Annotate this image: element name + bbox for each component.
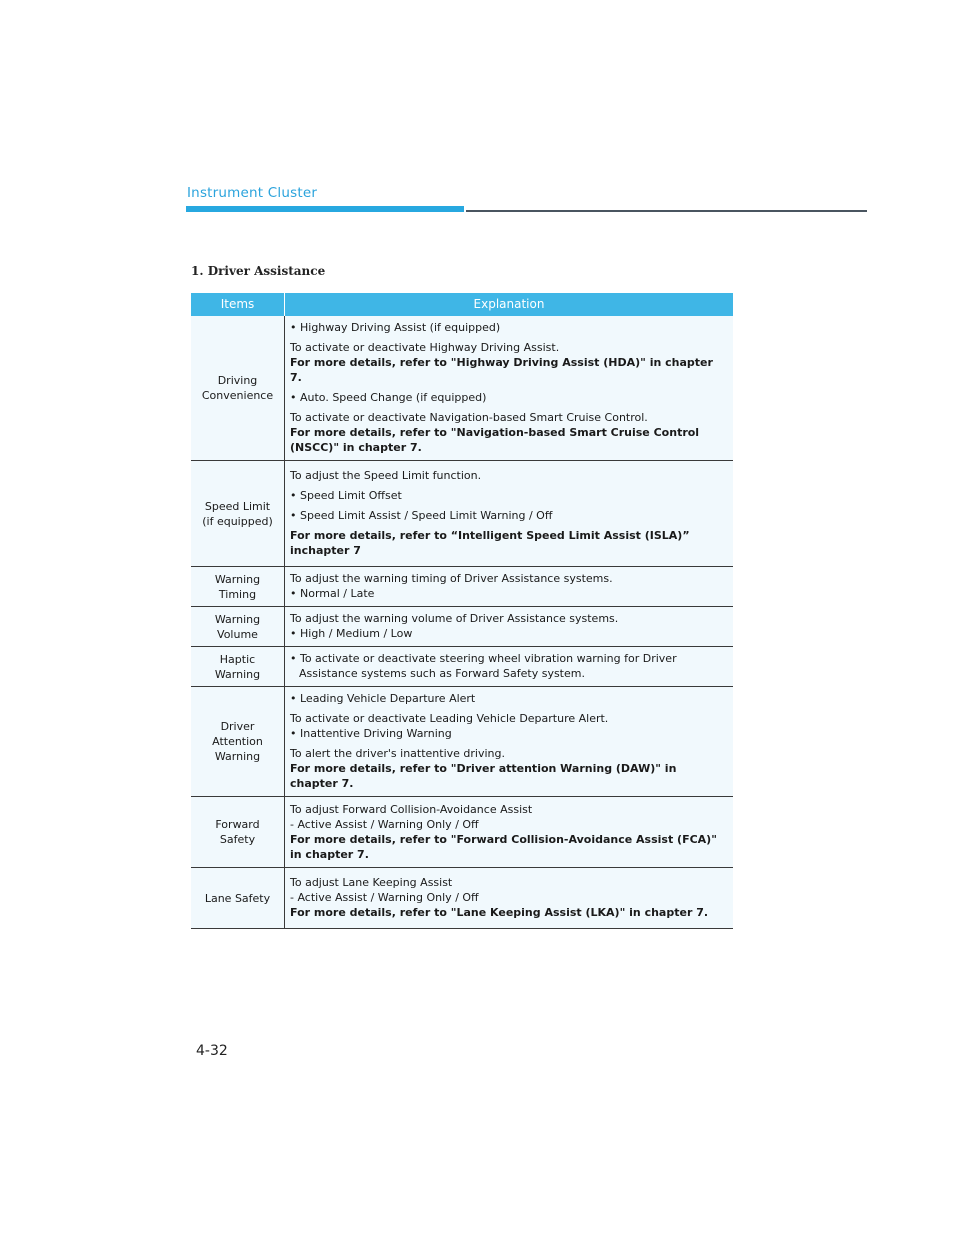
item-label-line: (if equipped) [202, 514, 273, 528]
item-cell [191, 607, 285, 647]
item-label-line: Warning [214, 667, 261, 681]
explanation-line: • Speed Limit Offset [290, 489, 402, 502]
item-label-line: Attention [212, 735, 263, 748]
explanation-line: To adjust the Speed Limit function. [290, 469, 482, 482]
table-row [191, 461, 733, 567]
table-row [191, 647, 733, 687]
table-row [191, 797, 733, 868]
table-row [191, 868, 733, 929]
explanation-line: To activate or deactivate Highway Driving Assist. [290, 341, 560, 354]
explanation-line: To adjust the warning timing of Driver Assistance systems. [290, 572, 613, 585]
explanation-line: • Leading Vehicle Departure Alert [290, 692, 476, 705]
explanation-line: - Active Assist / Warning Only / Off [290, 817, 479, 831]
explanation-line: • Auto. Speed Change (if equipped) [290, 391, 487, 404]
explanation-line: • Inattentive Driving Warning [290, 727, 452, 740]
item-label-line: Driving [217, 374, 258, 387]
item-label-line: Warning [214, 572, 261, 586]
reference-note: For more details, refer to "Navigation-based Smart Cruise Control (NSCC)" in chapter 7. [290, 426, 700, 454]
header-divider-rule [466, 210, 867, 212]
reference-note: For more details, refer to "Lane Keeping Assist (LKA)" in chapter 7. [290, 906, 709, 919]
explanation-line: To adjust Lane Keeping Assist [290, 876, 453, 889]
item-label-line: Timing [218, 587, 257, 601]
explanation-cell [285, 316, 734, 461]
explanation-line: To activate or deactivate Leading Vehicle Departure Alert. [290, 712, 609, 725]
explanation-line: • To activate or deactivate steering wheel vibration warning for Driver [290, 652, 677, 665]
header-accent-rule [186, 206, 464, 212]
item-label-line: Convenience [201, 389, 274, 402]
item-label-line: Safety [219, 833, 256, 846]
explanation-line: • Speed Limit Assist / Speed Limit Warning / Off [290, 509, 553, 522]
item-cell [191, 868, 285, 929]
explanation-cell [285, 797, 734, 868]
driver-assistance-table [191, 293, 733, 929]
table-row [191, 567, 733, 607]
column-header-items: Items [191, 293, 285, 316]
explanation-line: To alert the driver's inattentive driving. [290, 747, 505, 760]
explanation-cell [285, 647, 734, 687]
item-label-line: Lane Safety [204, 891, 271, 905]
explanation-cell [285, 461, 734, 567]
item-cell [191, 797, 285, 868]
section-title: 1. Driver Assistance [191, 264, 326, 278]
explanation-line: To adjust Forward Collision-Avoidance Assist [290, 802, 533, 816]
explanation-cell [285, 868, 734, 929]
table-row [191, 687, 733, 797]
chapter-title: Instrument Cluster [187, 185, 318, 201]
item-cell [191, 647, 285, 687]
reference-note: For more details, refer to "Highway Driving Assist (HDA)" in chapter 7. [290, 356, 713, 384]
explanation-line: To activate or deactivate Navigation-based Smart Cruise Control. [290, 411, 648, 424]
explanation-cell [285, 687, 734, 797]
page-number: 4-32 [196, 1043, 228, 1059]
reference-note: For more details, refer to "Driver attention Warning (DAW)" in chapter 7. [290, 762, 677, 790]
table-body [191, 316, 733, 929]
item-label-line: Volume [217, 627, 258, 641]
column-header-explanation: Explanation [285, 293, 734, 316]
table-row [191, 316, 733, 461]
item-cell [191, 567, 285, 607]
item-label-line: Speed Limit [204, 499, 271, 513]
item-label-line: Warning [214, 612, 261, 626]
item-label-line: Forward [215, 818, 260, 831]
table-row [191, 607, 733, 647]
explanation-line: • Normal / Late [290, 587, 375, 600]
explanation-line: To adjust the warning volume of Driver Assistance systems. [290, 612, 619, 625]
reference-note: For more details, refer to "Forward Collision-Avoidance Assist (FCA)" in chapter 7. [290, 832, 717, 861]
item-label-line: Haptic [219, 652, 256, 666]
explanation-line: Assistance systems such as Forward Safety system. [299, 667, 585, 680]
explanation-cell [285, 567, 734, 607]
item-cell [191, 316, 285, 461]
explanation-line: • High / Medium / Low [290, 627, 413, 640]
explanation-line: - Active Assist / Warning Only / Off [290, 891, 479, 904]
explanation-cell [285, 607, 734, 647]
explanation-line: • Highway Driving Assist (if equipped) [290, 321, 501, 334]
item-cell [191, 687, 285, 797]
item-label-line: Warning [214, 750, 261, 763]
reference-note: For more details, refer to “Intelligent Speed Limit Assist (ISLA)” inchapter 7 [290, 529, 690, 557]
item-label-line: Driver [220, 720, 255, 733]
item-cell [191, 461, 285, 567]
table-header-row [191, 293, 733, 316]
